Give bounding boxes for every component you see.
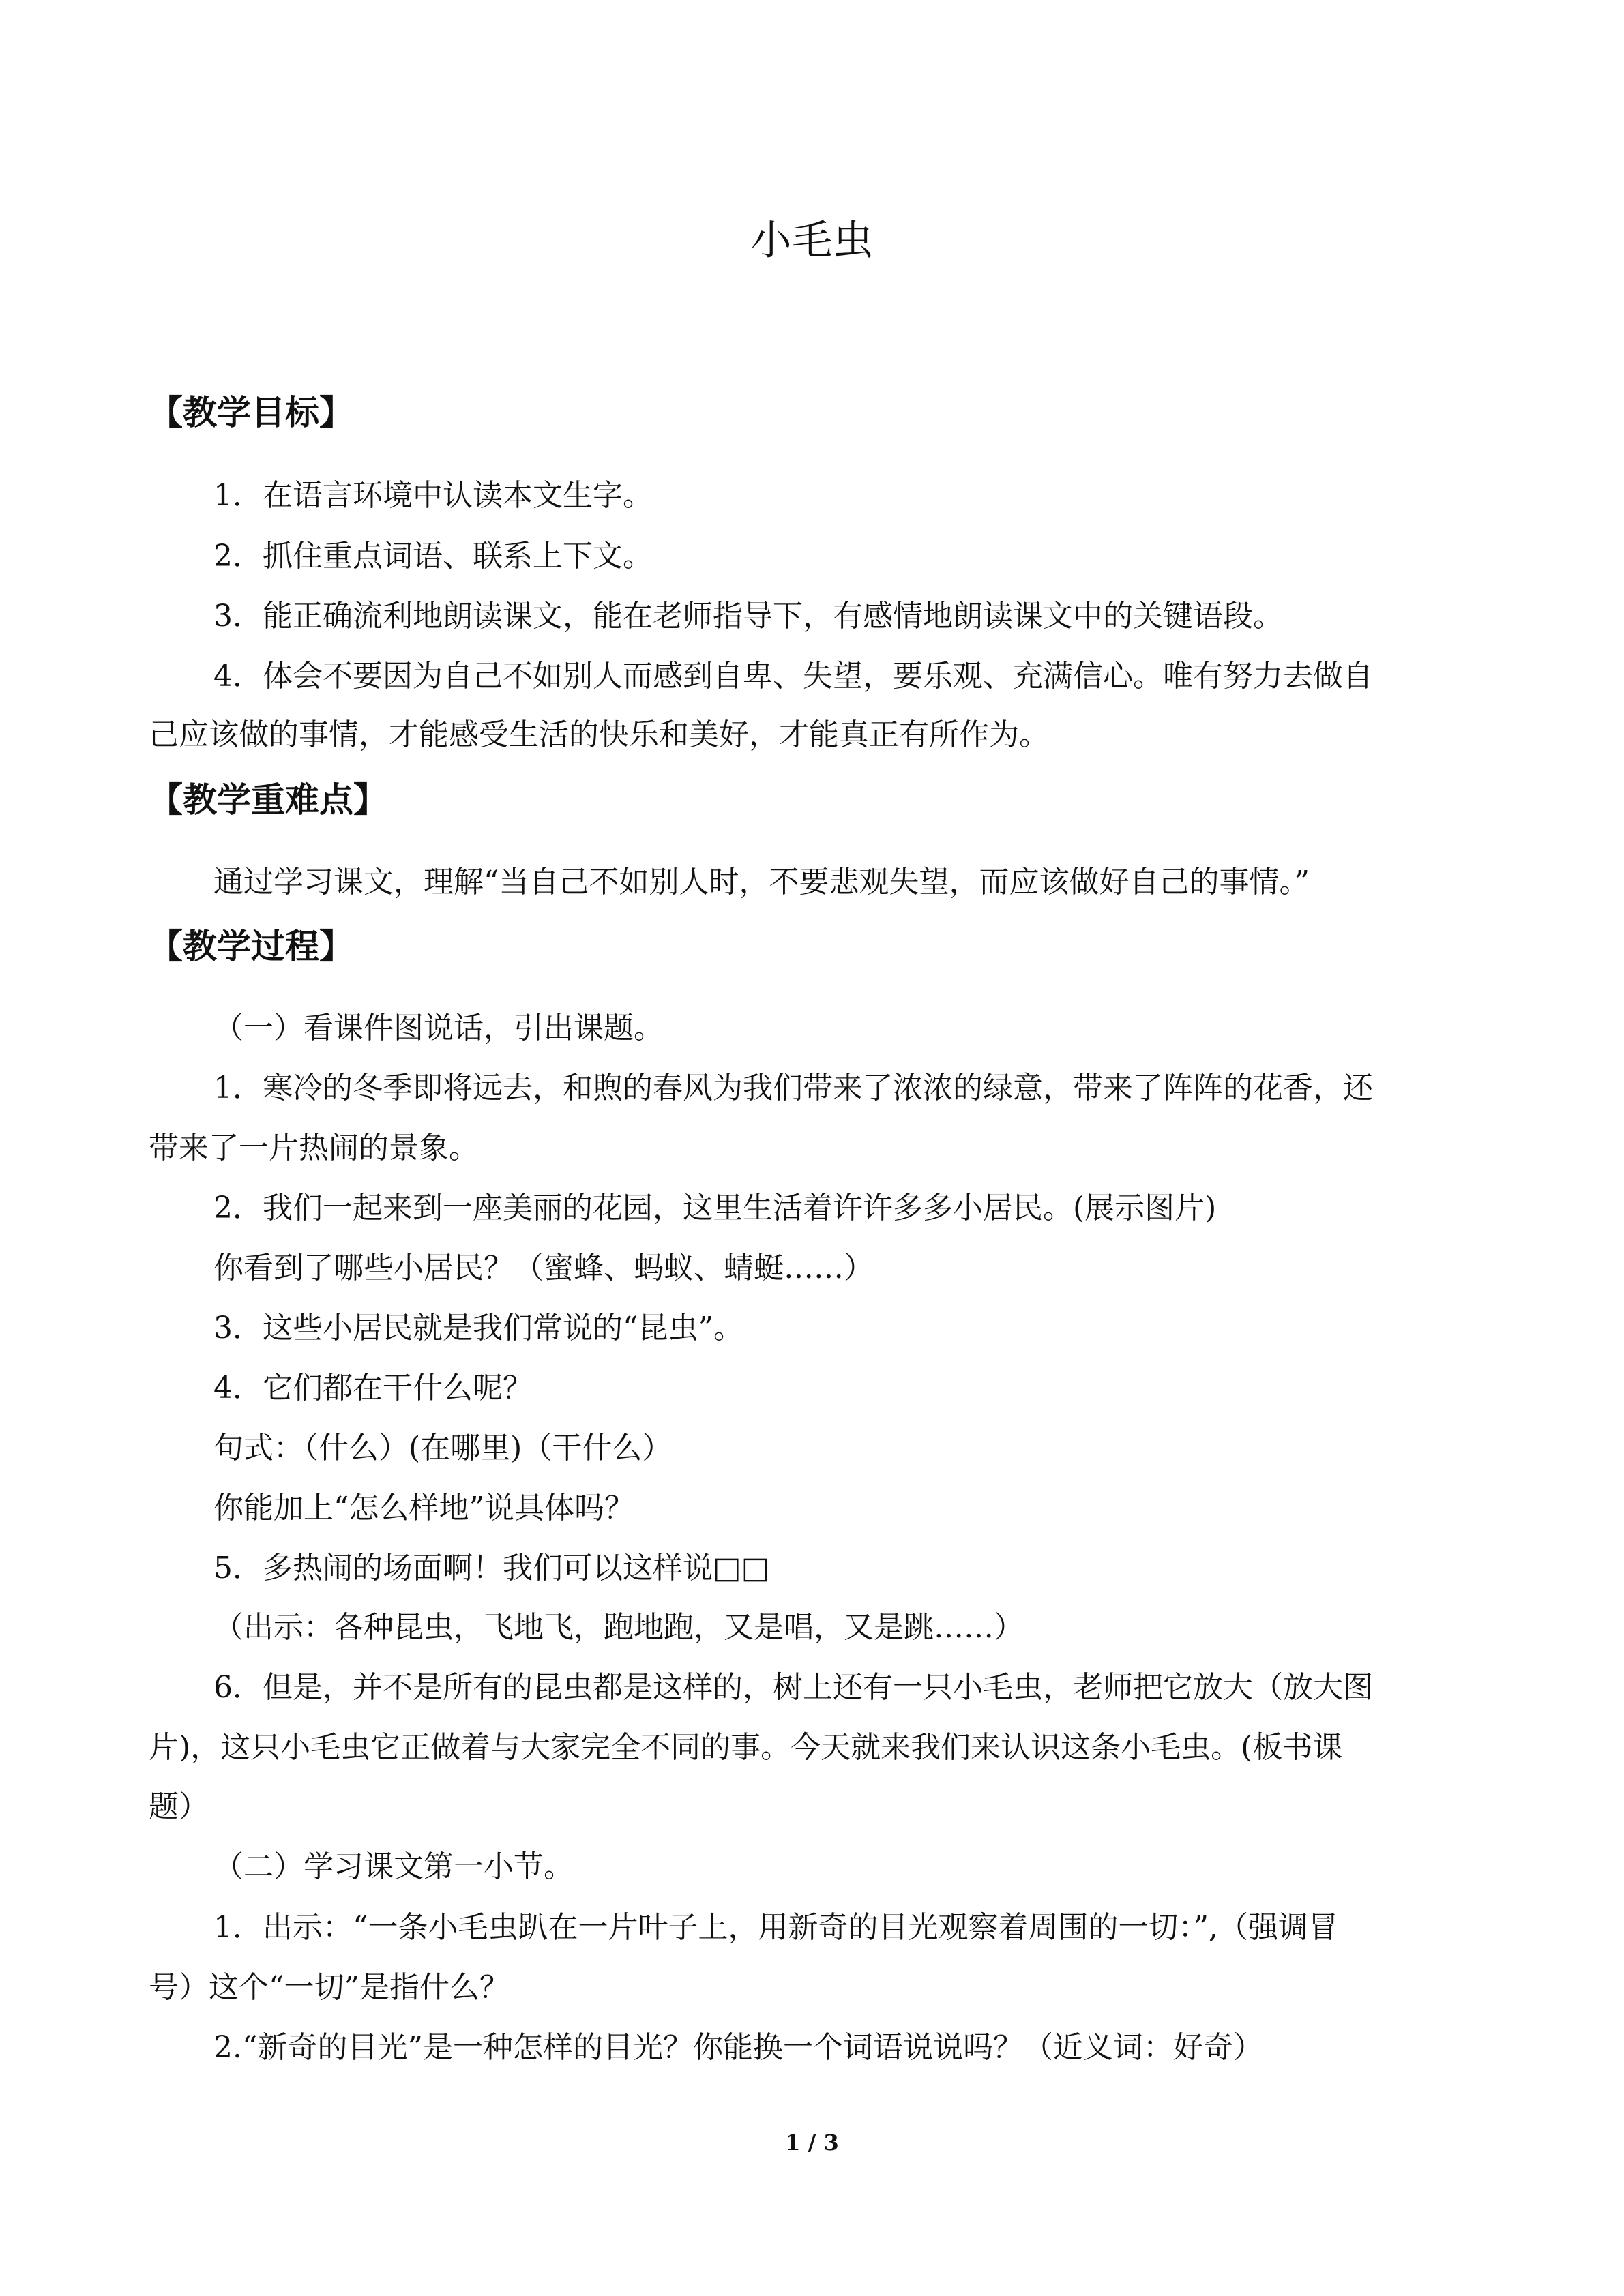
process-line: 1．寒冷的冬季即将远去，和煦的春风为我们带来了浓浓的绿意，带来了阵阵的花香，还 xyxy=(213,1071,1373,1105)
process-line: 2．我们一起来到一座美丽的花园，这里生活着许许多多小居民。(展示图片) xyxy=(213,1191,1217,1225)
process-line: 带来了一片热闹的景象。 xyxy=(149,1131,479,1165)
process-line: （一）看课件图说话，引出课题。 xyxy=(213,1011,664,1045)
process-line: 句式：（什么）(在哪里)（干什么） xyxy=(213,1431,673,1465)
keypoint-line: 通过学习课文，理解“当自己不如别人时，不要悲观失望，而应该做好自己的事情。” xyxy=(213,865,1310,899)
process-line: 片)，这只小毛虫它正做着与大家完全不同的事。今天就来我们来认识这条小毛虫。(板书课 xyxy=(149,1730,1343,1765)
page-number: 1 / 3 xyxy=(785,2130,839,2156)
process-line: （二）学习课文第一小节。 xyxy=(213,1849,574,1884)
process-line: 号）这个“一切”是指什么？ xyxy=(149,1970,510,2005)
section-heading-objectives: 【教学目标】 xyxy=(149,393,353,432)
objective-line: 1．在语言环境中认读本文生字。 xyxy=(213,478,653,513)
document-title: 小毛虫 xyxy=(750,217,874,265)
objective-line: 4．体会不要因为自己不如别人而感到自卑、失望，要乐观、充满信心。唯有努力去做自 xyxy=(213,659,1373,694)
objective-line: 2．抓住重点词语、联系上下文。 xyxy=(213,539,653,573)
process-line: 2.“新奇的目光”是一种怎样的目光？你能换一个词语说说吗？（近义词：好奇） xyxy=(213,2030,1263,2065)
section-heading-keypoints: 【教学重难点】 xyxy=(149,780,387,820)
process-line: 你看到了哪些小居民？（蜜蜂、蚂蚁、蜻蜓……） xyxy=(213,1251,874,1285)
process-line: （出示：各种昆虫，飞地飞，跑地跑，又是唱，又是跳……） xyxy=(213,1610,1024,1645)
process-line: 5．多热闹的场面啊！我们可以这样说□□ xyxy=(213,1551,770,1585)
section-heading-process: 【教学过程】 xyxy=(149,927,353,966)
process-line: 题） xyxy=(149,1789,209,1824)
process-line: 6．但是，并不是所有的昆虫都是这样的，树上还有一只小毛虫，老师把它放大（放大图 xyxy=(213,1670,1373,1705)
objective-line: 3．能正确流利地朗读课文，能在老师指导下，有感情地朗读课文中的关键语段。 xyxy=(213,599,1283,633)
process-line: 3．这些小居民就是我们常说的“昆虫”。 xyxy=(213,1311,743,1345)
process-line: 你能加上“怎么样地”说具体吗？ xyxy=(213,1491,634,1525)
process-line: 1．出示：“一条小毛虫趴在一片叶子上，用新奇的目光观察着周围的一切：”,（强调冒 xyxy=(213,1910,1338,1945)
process-line: 4．它们都在干什么呢？ xyxy=(213,1371,533,1405)
objective-line: 己应该做的事情，才能感受生活的快乐和美好，才能真正有所作为。 xyxy=(149,717,1049,752)
